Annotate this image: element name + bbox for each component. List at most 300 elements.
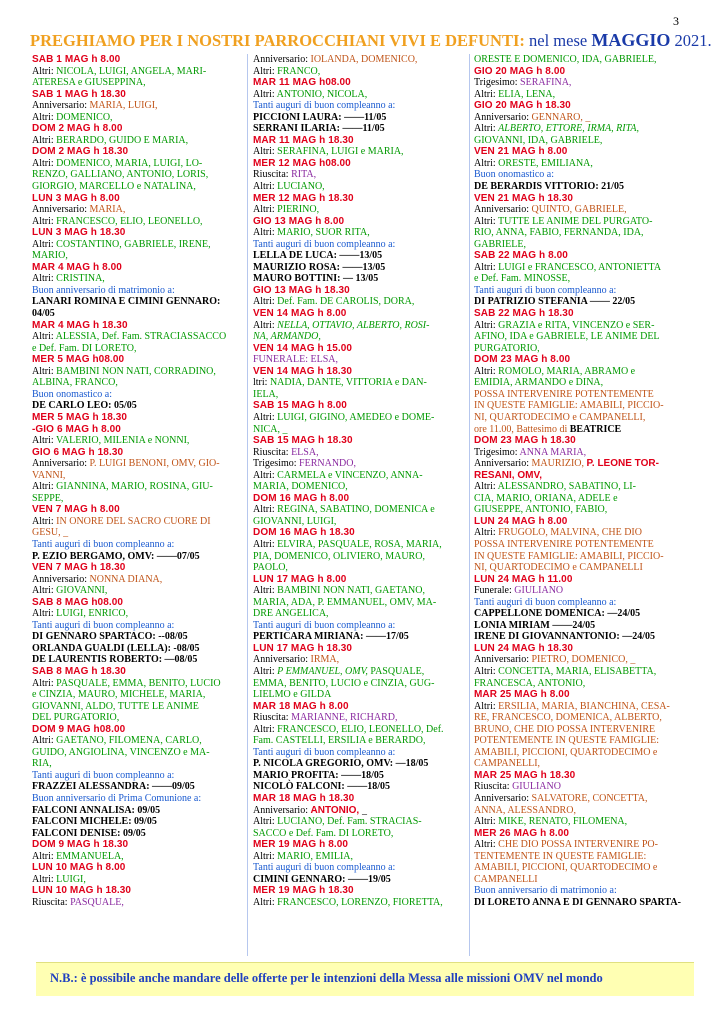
intention-line [32, 816, 242, 828]
anniversary-names: ore 11.00, Battesimo di [474, 423, 570, 435]
dedication: LANARI ROMINA E CIMINI GENNARO: [32, 296, 221, 308]
mass-time: MAR 4 MAG h 8.00 [32, 261, 122, 273]
intention-line [474, 458, 692, 470]
intention-line [32, 805, 242, 817]
mass-time: MAR 18 MAG h 8.00 [253, 700, 349, 712]
name-list: SACCO e Def. Fam. DI LORETO, [253, 827, 394, 839]
title-main: PREGHIAMO PER I NOSTRI PARROCCHIANI VIVI E DEFUNTI: [30, 31, 525, 50]
intention-line [253, 770, 465, 782]
intention-line [253, 158, 465, 170]
label: Altri: [32, 273, 57, 285]
intention-line [253, 747, 465, 759]
special-intention: GIULIANO [512, 781, 561, 793]
intention-line [474, 666, 692, 678]
intention-line [474, 516, 692, 528]
name-list: MARIO, EMILIA, [277, 850, 353, 862]
dedication: DI LORETO ANNA E DI GENNARO SPARTA- [474, 896, 681, 908]
label: Riuscita: [32, 896, 71, 908]
label: Altri: [253, 850, 278, 862]
label: Riuscita: [253, 169, 292, 181]
intention-line [253, 77, 465, 89]
intention-line [253, 412, 465, 424]
intention-line [474, 54, 692, 66]
intention-line [32, 135, 242, 147]
label: Anniversario: [32, 100, 90, 112]
mass-time: DOM 16 MAG h 18.30 [253, 527, 355, 539]
mass-time: SAB 15 MAG h 8.00 [253, 400, 347, 412]
dedication: PERTICARA MIRIANA: ——17/05 [253, 631, 409, 643]
name-list: CONCETTA, MARIA, ELISABETTA, [498, 665, 657, 677]
name-list: LUIGI e FRANCESCO, ANTONIETTA [498, 261, 662, 273]
intention-line [474, 343, 692, 355]
intention-line [32, 181, 242, 193]
intention-line [253, 366, 465, 378]
special-intention: SERAFINA, [520, 77, 572, 89]
name-list: BERARDO, GUIDO E MARIA, [56, 134, 189, 146]
intention-line [32, 424, 242, 436]
mass-time: LUN 3 MAG h 8.00 [32, 192, 120, 204]
intention-line [32, 874, 242, 886]
anniversary-names: MARIA, [89, 204, 126, 216]
intention-line [32, 204, 242, 216]
label: Altri: [32, 365, 57, 377]
intention-line [474, 793, 692, 805]
name-list: GAETANO, FILOMENA, CARLO, [56, 735, 202, 747]
intention-line [474, 724, 692, 736]
special-intention: ELSA, [291, 446, 319, 458]
name-list: MARIA, DOMENICO, [253, 481, 348, 493]
mass-time: MAR 25 MAG h 18.30 [474, 769, 576, 781]
intention-line [474, 331, 692, 343]
mass-time: MAR 18 MAG h 18.30 [253, 793, 355, 804]
intention-line [474, 874, 692, 886]
name-list: CARMELA e VINCENZO, ANNA- [277, 469, 423, 481]
label: Anniversario: [474, 654, 532, 666]
label: Anniversario: [32, 204, 90, 216]
name-list: Def. Fam. DE CAROLIS, DORA, [277, 296, 415, 308]
intention-line [253, 112, 465, 124]
title-year: 2021. [670, 31, 712, 50]
name-list: PASQUALE, [370, 665, 425, 677]
name-list: ANTONIO, NICOLA, [276, 88, 368, 100]
mass-time: GIO 6 MAG h 18.30 [32, 446, 124, 458]
intention-line [474, 447, 692, 459]
intention-line [32, 562, 242, 574]
label: Altri: [32, 111, 57, 123]
intention-line [253, 874, 465, 886]
intention-line [253, 862, 465, 874]
mass-time: VEN 14 MAG h 15.00 [253, 342, 353, 354]
intention-line [474, 735, 692, 747]
mass-time: DOM 2 MAG h 18.30 [32, 146, 129, 158]
anniversary-names: QUINTO, GABRIELE, [531, 204, 627, 216]
intention-line [253, 574, 465, 586]
intention-line [253, 447, 465, 459]
intention-line [253, 539, 465, 551]
intention-line [253, 689, 465, 701]
intention-line [32, 712, 242, 724]
intention-line [32, 470, 242, 482]
intention-line [474, 435, 692, 447]
intention-line [474, 805, 692, 817]
label: Altri: [474, 123, 499, 135]
intention-line [253, 805, 465, 817]
name-list: NICOLA, LUIGI, ANGELA, MARI- [56, 65, 207, 77]
intention-line [32, 781, 242, 793]
name-list: MARIO, SUOR RITA, [277, 227, 370, 239]
intention-line [253, 308, 465, 320]
anniversary-names: ERSILIA, MARIA, BIANCHINA, CESA- [498, 700, 670, 712]
name-list: e Def. Fam. MINOSSE, [474, 273, 571, 285]
name-list: GUIDO, ANGIOLINA, VINCENZO e MA- [32, 746, 210, 758]
intention-line [253, 527, 465, 539]
dedication: DE LAURENTIS ROBERTO: —08/05 [32, 654, 198, 666]
intention-line [253, 296, 465, 308]
intention-line [32, 724, 242, 736]
anniversary-names: IRMA, [310, 654, 340, 666]
label: Anniversario: [32, 458, 90, 470]
mass-time: VEN 21 MAG h 18.30 [474, 192, 574, 204]
intention-line [474, 412, 692, 424]
intention-line [253, 320, 465, 332]
section-heading: Buon onomastico a: [32, 388, 112, 400]
intention-line [32, 608, 242, 620]
name-list: FRANCESCA, ANTONIO, [474, 677, 586, 689]
intention-line [253, 424, 465, 436]
label: Altri: [474, 527, 499, 539]
mass-time: SAB 1 MAG h 18.30 [32, 88, 126, 100]
intention-line [253, 781, 465, 793]
intention-line [32, 828, 242, 840]
intention-line [253, 458, 465, 470]
intention-line [474, 839, 692, 851]
dedication: P. NICOLA GREGORIO, OMV: —18/05 [253, 758, 429, 770]
dedication: DE CARLO LEO: 05/05 [32, 400, 137, 412]
mass-time: SAB 15 MAG h 18.30 [253, 435, 353, 447]
footer-note [36, 962, 694, 996]
name-list: LUCIANO, [277, 181, 325, 193]
label: Altri: [474, 88, 499, 100]
label: Altri: [253, 896, 278, 908]
intention-line [474, 296, 692, 308]
name-list: SERAFINA, LUIGI e MARIA, [277, 146, 404, 158]
intention-line [32, 285, 242, 297]
intention-line [253, 400, 465, 412]
intention-line [253, 885, 465, 897]
name-list: GIORGIO, MARCELLO e NATALINA, [32, 181, 196, 193]
intention-line [474, 493, 692, 505]
mass-time: SAB 8 MAG h08.00 [32, 596, 124, 608]
dedication: FALCONI ANNALISA: 09/05 [32, 804, 161, 816]
intention-line [253, 54, 465, 66]
label: Funerale: [474, 585, 515, 597]
intention-line [253, 273, 465, 285]
mass-time: VEN 14 MAG h 18.30 [253, 365, 353, 377]
intention-line [253, 597, 465, 609]
name-list: GIOVANNI, IDA, GABRIELE, [474, 134, 603, 146]
section-heading: Tanti auguri di buon compleanno a: [32, 538, 175, 550]
label: ltri: [253, 377, 270, 389]
name-list: CRISTINA, [56, 273, 105, 285]
intention-line [253, 146, 465, 158]
mass-time: MER 5 MAG h08.00 [32, 354, 125, 366]
dedication: 04/05 [32, 308, 55, 320]
name-list: VALERIO, MILENIA e NONNI, [55, 435, 190, 447]
name-list: BAMBINI NON NATI, CORRADINO, [56, 365, 216, 377]
dedication: FRAZZEI ALESSANDRA: ——09/05 [32, 781, 195, 793]
name-list: REGINA, SABATINO, DOMENICA e [277, 504, 435, 516]
section-heading: Tanti auguri di buon compleanno a: [32, 619, 175, 631]
anniversary-names: NI, QUARTODECIMO e CAMPANELLI, [474, 411, 646, 423]
dedication: MAURO BOTTINI: — 13/05 [253, 273, 379, 285]
mass-time: LUN 10 MAG h 8.00 [32, 862, 126, 874]
mass-time: GIO 13 MAG h 8.00 [253, 215, 345, 227]
intention-line [474, 654, 692, 666]
intention-line [32, 539, 242, 551]
label: Anniversario: [32, 573, 90, 585]
intention-line [253, 377, 465, 389]
mass-time: DOM 23 MAG h 8.00 [474, 354, 571, 366]
intention-line [32, 574, 242, 586]
name-list: GRAZIA e RITA, VINCENZO e SER- [498, 319, 655, 331]
anniversary-names: PIETRO, DOMENICO, _ [531, 654, 636, 666]
intention-line [474, 123, 692, 135]
intention-line [32, 227, 242, 239]
intention-line [32, 400, 242, 412]
anniversary-names: MARIA, LUIGI, [89, 100, 158, 112]
name-list: LUIGI, GIGINO, AMEDEO e DOME- [277, 411, 435, 423]
label: Anniversario: [474, 458, 532, 470]
intention-line [253, 435, 465, 447]
intention-line [253, 89, 465, 101]
intention-line [474, 146, 692, 158]
name-list: PASQUALE, EMMA, BENITO, LUCIO [56, 677, 221, 689]
label: Altri: [32, 331, 56, 343]
intention-line [253, 758, 465, 770]
section-heading: Tanti auguri di buon compleanno a: [474, 596, 617, 608]
intention-line [474, 389, 692, 401]
intention-line [32, 701, 242, 713]
intention-line [474, 366, 692, 378]
intention-line [474, 470, 692, 482]
intention-line [32, 654, 242, 666]
intention-line [474, 377, 692, 389]
mass-time: DOM 9 MAG h08.00 [32, 723, 126, 735]
label: Trigesimo: [474, 446, 520, 458]
intention-line [474, 701, 692, 713]
intention-line [474, 689, 692, 701]
intention-line [32, 458, 242, 470]
label: Altri: [474, 665, 499, 677]
intention-line [253, 701, 465, 713]
name-list: LUCIANO, Def. Fam. STRACIAS- [277, 816, 422, 828]
special-intention: FUNERALE: ELSA, [253, 354, 338, 366]
mass-time: MAR 11 MAG h08.00 [253, 77, 351, 89]
label: Anniversario: [253, 804, 311, 816]
intention-line [253, 631, 465, 643]
column-divider [247, 54, 248, 956]
intention-line [32, 585, 242, 597]
anniversary-names: POSSA INTERVENIRE POTENTEMENTE [474, 538, 654, 550]
label: Altri: [474, 215, 498, 227]
mass-time: MER 26 MAG h 8.00 [474, 827, 570, 839]
intention-line [32, 897, 242, 909]
label: Altri: [474, 157, 499, 169]
intention-line [253, 897, 465, 909]
anniversary-names: FRUGOLO, MALVINA, CHE DIO [498, 527, 642, 539]
label: Altri: [32, 608, 57, 620]
intention-line [253, 216, 465, 228]
label: Riuscita: [253, 446, 292, 458]
name-list: PIA, DOMENICO, OLIVIERO, MAURO, [253, 550, 425, 562]
intention-line [474, 747, 692, 759]
mass-time: MER 12 MAG h 18.30 [253, 192, 354, 204]
label: Altri: [253, 504, 278, 516]
intention-line [32, 54, 242, 66]
anniversary-names: CAMPANELLI, [474, 758, 541, 770]
intention-line [474, 585, 692, 597]
special-intention: MARIANNE, RICHARD, [291, 712, 398, 724]
section-heading: Buon onomastico a: [474, 169, 554, 181]
intention-line [474, 77, 692, 89]
column-3 [474, 54, 692, 956]
label: Altri: [32, 735, 57, 747]
intention-line [474, 527, 692, 539]
footer-text: N.B.: è possibile anche mandare delle offerte per le intenzioni della Messa alle missioni OMV nel mondo [50, 971, 603, 985]
anniversary-names: P. LUIGI BENONI, OMV, GIO- [89, 458, 220, 470]
intention-line [253, 343, 465, 355]
intention-line [474, 678, 692, 690]
intention-line [253, 135, 465, 147]
mass-time: LUN 24 MAG h 18.30 [474, 642, 574, 654]
anniversary-names: NONNA DIANA, [89, 573, 163, 585]
intention-line [253, 793, 465, 805]
special-intention: PASQUALE, [70, 896, 124, 908]
intention-line [474, 66, 692, 78]
name-list: LUIGI, ENRICO, [56, 608, 129, 620]
mass-time: DOM 2 MAG h 8.00 [32, 123, 123, 135]
anniversary-names: POTENTEMENTE IN QUESTE FAMIGLIE: [474, 735, 660, 747]
anniversary-names: IN ONORE DEL SACRO CUORE DI [56, 515, 211, 527]
intention-line [474, 851, 692, 863]
intention-line [32, 123, 242, 135]
label: Anniversario: [474, 793, 532, 804]
name-list: FRANCESCO, ELIO, LEONELLO, [56, 215, 203, 227]
intention-line [474, 862, 692, 874]
intention-line [474, 354, 692, 366]
label: Altri: [474, 481, 498, 493]
anniversary-names: CAMPANELLI [474, 873, 538, 885]
intention-line [32, 481, 242, 493]
label: Altri: [32, 515, 57, 527]
intention-line [474, 135, 692, 147]
intention-line [474, 551, 692, 563]
anniversary-names: RE, FRANCESCO, DOMENICA, ALBERTO, [474, 712, 662, 724]
intention-line [32, 516, 242, 528]
intention-line [32, 250, 242, 262]
mass-time: LUN 17 MAG h 18.30 [253, 642, 353, 654]
anniversary-names: AMABILI, PICCIONI, QUARTODECIMO e [474, 746, 658, 758]
anniversary-names: IN QUESTE FAMIGLIE: AMABILI, PICCIO- [474, 400, 664, 412]
name-list: EMMANUELA, [56, 850, 124, 862]
dedication: IRENE DI GIOVANNANTONIO: —24/05 [474, 631, 656, 643]
intention-line [32, 169, 242, 181]
name-list: ORESTE E DOMENICO, IDA, GABRIELE, [474, 54, 657, 65]
intention-line [32, 296, 242, 308]
name-list: BAMBINI NON NATI, GAETANO, [277, 585, 425, 597]
intention-line [474, 562, 692, 574]
intention-line [253, 354, 465, 366]
intention-line [253, 262, 465, 274]
intention-line [253, 331, 465, 343]
mass-time: MER 19 MAG h 8.00 [253, 839, 349, 851]
anniversary-names: IOLANDA, DOMENICO, [310, 54, 418, 65]
name-list: COSTANTINO, GABRIELE, IRENE, [56, 238, 211, 250]
anniversary-names: BRUNO, CHE DIO POSSA INTERVENIRE [474, 723, 656, 735]
special-intention: FERNANDO, [299, 458, 356, 470]
intention-line [474, 308, 692, 320]
mass-time: GIO 20 MAG h 18.30 [474, 100, 571, 112]
intention-line [253, 493, 465, 505]
name-list: PAOLO, [253, 562, 288, 574]
intention-line [253, 712, 465, 724]
name-list: NADIA, DANTE, VITTORIA e DAN- [269, 377, 427, 389]
name-list: MIKE, RENATO, FILOMENA, [498, 816, 628, 828]
intention-line [32, 689, 242, 701]
dedication: BEATRICE [569, 423, 622, 435]
intention-line [32, 551, 242, 563]
intention-line [474, 158, 692, 170]
intention-line [32, 631, 242, 643]
name-list: GABRIELE, [474, 238, 526, 250]
intention-line [32, 216, 242, 228]
anniversary-names: IN QUESTE FAMIGLIE: AMABILI, PICCIO- [474, 550, 664, 562]
mass-time: DOM 9 MAG h 18.30 [32, 839, 129, 851]
dedication: PICCIONI LAURA: ——11/05 [253, 111, 387, 123]
intention-line [32, 273, 242, 285]
anniversary-names: RESANI, OMV, [474, 469, 542, 481]
label: Altri: [253, 319, 278, 331]
mass-time: SAB 8 MAG h 18.30 [32, 665, 126, 677]
intention-line [32, 758, 242, 770]
mass-time: VEN 21 MAG h 8.00 [474, 146, 568, 158]
dedication: ORLANDA GUALDI (LELLA): -08/05 [32, 642, 200, 654]
intention-line [32, 885, 242, 897]
intention-line [474, 227, 692, 239]
intention-line [474, 424, 692, 436]
name-list: DEL PURGATORIO, [32, 712, 120, 724]
section-heading: Buon anniversario di matrimonio a: [32, 284, 175, 296]
intention-line [32, 862, 242, 874]
name-list: ALESSANDRO, SABATINO, LI- [497, 481, 636, 493]
label: Altri: [253, 723, 278, 735]
intention-line [32, 793, 242, 805]
intention-line [32, 100, 242, 112]
intention-line [474, 320, 692, 332]
intention-line [32, 597, 242, 609]
name-list: DRE ANGELICA, [253, 608, 329, 620]
intention-line [474, 204, 692, 216]
column-2 [253, 54, 465, 956]
name-list: FRANCESCO, LORENZO, FIORETTA, [277, 896, 443, 908]
label: Altri: [474, 319, 499, 331]
dedication: NICOLÒ FALCONI: ——18/05 [253, 781, 391, 793]
mass-time: MAR 25 MAG h 8.00 [474, 689, 570, 701]
name-list: ELIA, LENA, [498, 88, 556, 100]
intention-line [32, 643, 242, 655]
name-list: NELLA, OTTAVIO, ALBERTO, ROSI- [277, 319, 430, 331]
dedication: DI PATRIZIO STEFANIA —— 22/05 [474, 296, 636, 308]
